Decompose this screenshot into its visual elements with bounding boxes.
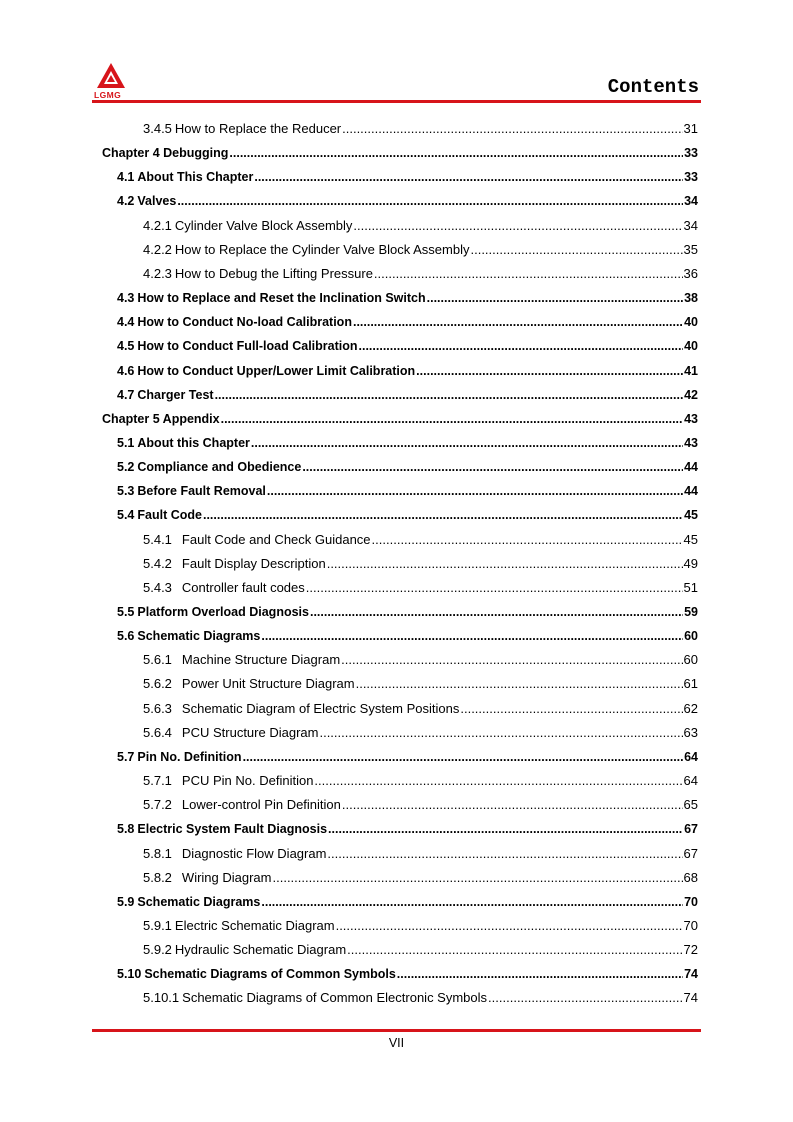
toc-entry-page: 64 <box>683 773 698 789</box>
toc-entry-number: 4.4 <box>117 315 135 330</box>
toc-entry-number: 4.7 <box>117 387 135 402</box>
toc-entry-page: 62 <box>683 700 698 716</box>
toc-entry-label: Pin No. Definition <box>137 749 242 764</box>
toc-leader-dots <box>302 456 683 478</box>
toc-leader-dots <box>342 118 682 140</box>
toc-entry-page: 35 <box>683 241 698 257</box>
toc-leader-dots <box>488 987 682 1009</box>
toc-entry-page: 72 <box>683 942 698 958</box>
toc-entry[interactable] <box>143 915 698 937</box>
toc-leader-dots <box>221 408 683 430</box>
toc-entry-number: 5.3 <box>117 484 135 499</box>
toc-entry-number: 5.10.1 <box>143 990 180 1006</box>
toc-leader-dots <box>374 263 683 285</box>
toc-entry-number: 5.7.2 <box>143 797 172 813</box>
toc-entry-number: 5.9.1 <box>143 917 172 933</box>
toc-entry[interactable] <box>117 287 698 309</box>
toc-entry-label: Lower-control Pin Definition <box>181 797 341 813</box>
toc-entry-label: Machine Structure Diagram <box>181 652 341 668</box>
toc-entry-page: 49 <box>683 555 698 571</box>
toc-entry[interactable] <box>117 456 698 478</box>
toc-entry[interactable] <box>117 818 698 840</box>
toc-entry-page: 74 <box>684 967 698 982</box>
toc-entry-page: 45 <box>683 531 698 547</box>
toc-entry[interactable] <box>143 215 698 237</box>
toc-leader-dots <box>341 649 682 671</box>
toc-entry-label: Before Fault Removal <box>137 484 266 499</box>
toc-entry[interactable] <box>143 239 698 261</box>
toc-entry-page: 31 <box>683 121 698 136</box>
toc-entry[interactable] <box>143 698 698 720</box>
toc-entry-label: How to Replace and Reset the Inclination Switch <box>137 291 426 306</box>
toc-entry-number: 4.3 <box>117 291 135 306</box>
toc-entry[interactable] <box>143 843 698 865</box>
toc-leader-dots <box>203 504 683 526</box>
toc-entry-label: Schematic Diagram of Electric System Positions <box>181 700 460 716</box>
toc-leader-dots <box>273 867 683 889</box>
toc-entry-page: 34 <box>684 194 698 209</box>
toc-entry-label: About this Chapter <box>137 435 250 450</box>
toc-entry-label: Diagnostic Flow Diagram <box>181 845 327 861</box>
toc-entry-number: 5.7.1 <box>143 773 172 789</box>
toc-entry-page: 70 <box>684 894 698 909</box>
toc-entry-label: Wiring Diagram <box>181 869 272 885</box>
logo-text: LGMG <box>94 90 122 100</box>
toc-entry-label: Schematic Diagrams <box>137 894 261 909</box>
toc-leader-dots <box>359 335 684 357</box>
toc-entry-number: 5.9 <box>117 894 135 909</box>
toc-entry[interactable] <box>143 770 698 792</box>
toc-entry-page: 64 <box>684 749 698 764</box>
toc-entry-label: Platform Overload Diagnosis <box>137 605 309 619</box>
toc-leader-dots <box>327 553 683 575</box>
toc-entry-label: Controller fault codes <box>181 579 305 595</box>
toc-entry-number: 4.2.1 <box>143 217 172 233</box>
toc-entry-page: 41 <box>684 363 698 378</box>
toc-leader-dots <box>215 384 684 406</box>
toc-entry-label: How to Debug the Lifting Pressure <box>174 265 373 281</box>
toc-entry-label: Fault Code and Check Guidance <box>181 531 371 547</box>
toc-entry-page: 42 <box>684 387 698 402</box>
toc-entry-number: 5.2 <box>117 460 135 475</box>
toc-entry-page: 65 <box>683 797 698 813</box>
toc-entry-page: 51 <box>683 579 698 595</box>
toc-entry[interactable] <box>117 335 698 357</box>
toc-leader-dots <box>328 818 683 840</box>
toc-entry-number: 5.4.3 <box>143 579 172 595</box>
toc-entry-number: 5.1 <box>117 435 135 450</box>
toc-entry-label: Schematic Diagrams of Common Symbols <box>144 967 396 982</box>
toc-leader-dots <box>229 142 683 164</box>
toc-entry-label: How to Replace the Cylinder Valve Block Assembly <box>174 241 470 257</box>
toc-entry[interactable] <box>117 384 698 406</box>
toc-entry[interactable] <box>117 963 698 985</box>
toc-entry-label: How to Replace the Reducer <box>174 121 342 136</box>
toc-entry-number: 4.6 <box>117 363 135 378</box>
toc-entry-page: 43 <box>684 411 698 426</box>
header-rule <box>92 100 701 103</box>
toc-entry-number: 4.2 <box>117 194 135 209</box>
toc-leader-dots <box>267 480 683 502</box>
toc-entry[interactable] <box>117 311 698 333</box>
page-header-title: Contents <box>607 76 699 98</box>
toc-leader-dots <box>177 190 683 212</box>
toc-leader-dots <box>261 625 683 647</box>
toc-entry[interactable] <box>143 794 698 816</box>
toc-entry[interactable] <box>143 939 698 961</box>
toc-leader-dots <box>347 939 682 961</box>
toc-entry-page: 43 <box>684 435 698 450</box>
toc-leader-dots <box>342 794 683 816</box>
toc-entry[interactable] <box>143 553 698 575</box>
toc-entry-label: Charger Test <box>137 387 214 402</box>
toc-entry[interactable] <box>117 891 698 913</box>
toc-entry-label: Valves <box>137 194 177 209</box>
toc-entry-page: 68 <box>683 869 698 885</box>
toc-entry-label: How to Conduct Upper/Lower Limit Calibration <box>137 363 416 378</box>
toc-entry-label: Fault Code <box>137 508 202 523</box>
toc-leader-dots <box>460 698 682 720</box>
toc-entry-page: 36 <box>683 265 698 281</box>
toc-entry-label: Power Unit Structure Diagram <box>181 676 355 692</box>
toc-entry-page: 61 <box>683 676 698 692</box>
toc-entry-label: Chapter 5 Appendix <box>102 411 220 426</box>
toc-leader-dots <box>356 673 683 695</box>
toc-entry-page: 44 <box>684 484 698 499</box>
toc-entry[interactable] <box>143 577 698 599</box>
toc-leader-dots <box>251 432 683 454</box>
toc-entry[interactable] <box>117 480 698 502</box>
toc-entry[interactable] <box>117 625 698 647</box>
toc-entry-number: 5.4.1 <box>143 531 172 547</box>
lgmg-logo-icon <box>96 62 126 90</box>
toc-entry-label: Electric Schematic Diagram <box>174 917 335 933</box>
toc-entry-number: 5.8.1 <box>143 845 172 861</box>
toc-entry-page: 38 <box>684 291 698 306</box>
toc-leader-dots <box>310 601 683 623</box>
toc-entry-label: Cylinder Valve Block Assembly <box>174 217 353 233</box>
toc-entry-number: 5.6.1 <box>143 652 172 668</box>
toc-entry-number: 3.4.5 <box>143 121 172 136</box>
toc-entry[interactable] <box>117 504 698 526</box>
toc-entry-page: 60 <box>684 629 698 644</box>
toc-leader-dots <box>416 360 683 382</box>
toc-entry-page: 67 <box>684 822 698 837</box>
toc-entry-number: 5.6.4 <box>143 724 172 740</box>
toc-entry[interactable] <box>143 649 698 671</box>
toc-entry-page: 70 <box>683 917 698 933</box>
toc-leader-dots <box>397 963 683 985</box>
toc-entry-page: 60 <box>683 652 698 668</box>
toc-entry-number: 4.2.3 <box>143 265 172 281</box>
toc-entry-page: 33 <box>684 170 698 185</box>
toc-entry[interactable] <box>143 987 698 1009</box>
toc-entry[interactable] <box>143 118 698 140</box>
toc-entry-page: 67 <box>683 845 698 861</box>
toc-entry-label: PCU Structure Diagram <box>181 724 319 740</box>
toc-entry-number: 4.2.2 <box>143 241 172 257</box>
toc-leader-dots <box>306 577 683 599</box>
toc-leader-dots <box>353 215 682 237</box>
toc-entry[interactable] <box>102 408 698 430</box>
toc-entry-page: 63 <box>683 724 698 740</box>
toc-entry[interactable] <box>117 601 698 623</box>
toc-entry-number: 5.6 <box>117 629 135 644</box>
toc-entry[interactable] <box>117 432 698 454</box>
toc-entry[interactable] <box>102 142 698 164</box>
toc-entry-label: How to Conduct No-load Calibration <box>137 315 352 330</box>
toc-leader-dots <box>314 770 682 792</box>
toc-entry[interactable] <box>143 673 698 695</box>
toc-entry-label: Electric System Fault Diagnosis <box>137 822 328 837</box>
toc-leader-dots <box>372 529 683 551</box>
toc-entry-number: 5.6.2 <box>143 676 172 692</box>
toc-entry-label: Compliance and Obedience <box>137 460 302 475</box>
toc-entry[interactable] <box>117 746 698 768</box>
toc-entry-number: 5.10 <box>117 967 142 982</box>
toc-leader-dots <box>353 311 683 333</box>
toc-entry-page: 59 <box>684 605 698 619</box>
toc-leader-dots <box>470 239 682 261</box>
toc-entry-number: 5.4.2 <box>143 555 172 571</box>
toc-entry[interactable] <box>117 190 698 212</box>
toc-entry-page: 40 <box>684 339 698 354</box>
toc-leader-dots <box>327 843 682 865</box>
lgmg-logo <box>92 62 130 100</box>
toc-leader-dots <box>254 166 683 188</box>
page-number: VII <box>388 1036 405 1050</box>
toc-entry-number: 5.6.3 <box>143 700 172 716</box>
toc-entry-page: 34 <box>683 217 698 233</box>
toc-entry-number: 4.5 <box>117 339 135 354</box>
toc-entry-number: 4.1 <box>117 170 135 185</box>
toc-entry[interactable] <box>143 263 698 285</box>
toc-entry-number: 5.4 <box>117 508 135 523</box>
toc-leader-dots <box>261 891 683 913</box>
toc-entry[interactable] <box>117 360 698 382</box>
toc-entry[interactable] <box>143 867 698 889</box>
footer-rule <box>92 1029 701 1032</box>
toc-entry-page: 74 <box>683 990 698 1006</box>
toc-entry[interactable] <box>143 722 698 744</box>
toc-entry[interactable] <box>117 166 698 188</box>
toc-entry-page: 45 <box>684 508 698 523</box>
toc-leader-dots <box>319 722 682 744</box>
toc-entry-label: Schematic Diagrams of Common Electronic Symbols <box>182 990 488 1006</box>
toc-leader-dots <box>427 287 683 309</box>
toc-entry-label: Schematic Diagrams <box>137 629 261 644</box>
toc-leader-dots <box>336 915 683 937</box>
toc-entry-label: About This Chapter <box>137 170 254 185</box>
toc-entry-page: 44 <box>684 460 698 475</box>
toc-entry-page: 33 <box>684 146 698 161</box>
toc-leader-dots <box>243 746 684 768</box>
toc-entry-label: Fault Display Description <box>181 555 326 571</box>
toc-entry-number: 5.5 <box>117 605 135 619</box>
toc-entry-number: 5.9.2 <box>143 942 172 958</box>
toc-entry[interactable] <box>143 529 698 551</box>
toc-entry-number: 5.8 <box>117 822 135 837</box>
toc-entry-label: PCU Pin No. Definition <box>181 773 314 789</box>
toc-entry-label: How to Conduct Full-load Calibration <box>137 339 358 354</box>
toc-entry-page: 40 <box>684 315 698 330</box>
toc-entry-number: 5.8.2 <box>143 869 172 885</box>
toc-entry-label: Chapter 4 Debugging <box>102 146 229 161</box>
toc-entry-number: 5.7 <box>117 749 135 764</box>
toc-entry-label: Hydraulic Schematic Diagram <box>174 942 347 958</box>
